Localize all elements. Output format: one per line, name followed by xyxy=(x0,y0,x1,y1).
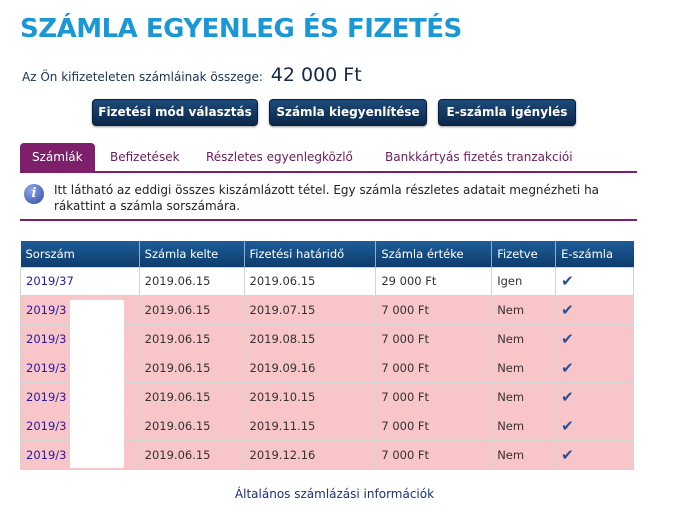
invoice-paid-status: Nem xyxy=(492,411,556,440)
invoice-due-date: 2019.12.16 xyxy=(244,440,376,469)
invoice-serial-link[interactable]: 2019/3 xyxy=(21,353,140,382)
checkmark-icon: ✔ xyxy=(556,382,634,411)
invoice-issued-date: 2019.06.15 xyxy=(139,411,244,440)
table-row xyxy=(21,267,634,295)
invoice-amount: 7 000 Ft xyxy=(376,353,492,382)
redaction-box xyxy=(70,300,124,468)
invoice-issued-date: 2019.06.15 xyxy=(139,267,244,295)
invoice-serial-link[interactable]: 2019/3 xyxy=(21,324,140,353)
invoice-serial-link[interactable]: 2019/3 xyxy=(21,440,140,469)
settle-invoice-button[interactable]: Számla kiegyenlítése xyxy=(269,99,427,126)
e-invoice-request-button[interactable]: E-számla igénylés xyxy=(438,99,576,126)
checkmark-icon: ✔ xyxy=(556,353,634,382)
invoice-amount: 7 000 Ft xyxy=(376,411,492,440)
balance-summary xyxy=(22,64,362,86)
invoice-due-date: 2019.08.15 xyxy=(244,324,376,353)
invoice-paid-status: Nem xyxy=(492,353,556,382)
tab-underline xyxy=(20,171,637,173)
invoice-paid-status: Nem xyxy=(492,382,556,411)
table-header-row xyxy=(21,241,634,267)
page-title: SZÁMLA EGYENLEG ÉS FIZETÉS xyxy=(20,14,462,44)
invoice-serial-link[interactable]: 2019/3 xyxy=(21,382,140,411)
invoice-issued-date: 2019.06.15 xyxy=(139,382,244,411)
info-text: Itt látható az eddigi összes kiszámlázott tétel. Egy számla részletes adatait megnézheti ha rákattint a számla sorszámára. xyxy=(54,183,600,213)
checkmark-icon: ✔ xyxy=(556,324,634,353)
col-header-serial: Sorszám xyxy=(21,241,140,267)
invoice-amount: 7 000 Ft xyxy=(376,440,492,469)
col-header-paid: Fizetve xyxy=(492,241,556,267)
invoice-due-date: 2019.11.15 xyxy=(244,411,376,440)
invoice-issued-date: 2019.06.15 xyxy=(139,440,244,469)
invoice-paid-status: Nem xyxy=(492,295,556,324)
tab-bar xyxy=(20,143,637,173)
col-header-einvoice: E-számla xyxy=(556,241,634,267)
invoice-paid-status: Igen xyxy=(492,267,556,295)
invoice-issued-date: 2019.06.15 xyxy=(139,324,244,353)
invoice-issued-date: 2019.06.15 xyxy=(139,353,244,382)
invoice-paid-status: Nem xyxy=(492,324,556,353)
balance-amount: 42 000 Ft xyxy=(270,64,362,86)
invoice-amount: 29 000 Ft xyxy=(376,267,492,295)
checkmark-icon: ✔ xyxy=(556,295,634,324)
billing-info-link[interactable]: Általános számlázási információk xyxy=(234,487,435,501)
invoice-amount: 7 000 Ft xyxy=(376,295,492,324)
tab-invoices[interactable]: Számlák xyxy=(20,143,95,173)
invoice-due-date: 2019.06.15 xyxy=(244,267,376,295)
tab-card-transactions[interactable]: Bankkártyás fizetés tranzakciói xyxy=(385,150,573,164)
payment-method-button[interactable]: Fizetési mód választás xyxy=(92,99,258,126)
checkmark-icon: ✔ xyxy=(556,267,634,295)
invoice-serial-link[interactable]: 2019/3 xyxy=(21,295,140,324)
invoice-paid-status: Nem xyxy=(492,440,556,469)
checkmark-icon: ✔ xyxy=(556,440,634,469)
invoice-amount: 7 000 Ft xyxy=(376,324,492,353)
invoice-due-date: 2019.07.15 xyxy=(244,295,376,324)
balance-label: Az Ön kifizeteleten számláinak összege: xyxy=(22,70,263,84)
tab-detailed-statement[interactable]: Részletes egyenlegközlő xyxy=(206,150,353,164)
col-header-due: Fizetési határidő xyxy=(244,241,376,267)
invoice-issued-date: 2019.06.15 xyxy=(139,295,244,324)
invoice-due-date: 2019.09.16 xyxy=(244,353,376,382)
col-header-issued: Számla kelte xyxy=(139,241,244,267)
invoice-serial-link[interactable]: 2019/37 xyxy=(21,267,140,295)
info-box xyxy=(20,176,637,221)
invoice-serial-link[interactable]: 2019/3 xyxy=(21,411,140,440)
checkmark-icon: ✔ xyxy=(556,411,634,440)
invoice-due-date: 2019.10.15 xyxy=(244,382,376,411)
col-header-amount: Számla értéke xyxy=(376,241,492,267)
invoice-amount: 7 000 Ft xyxy=(376,382,492,411)
tab-payments[interactable]: Befizetések xyxy=(110,150,180,164)
info-icon: i xyxy=(24,184,44,204)
